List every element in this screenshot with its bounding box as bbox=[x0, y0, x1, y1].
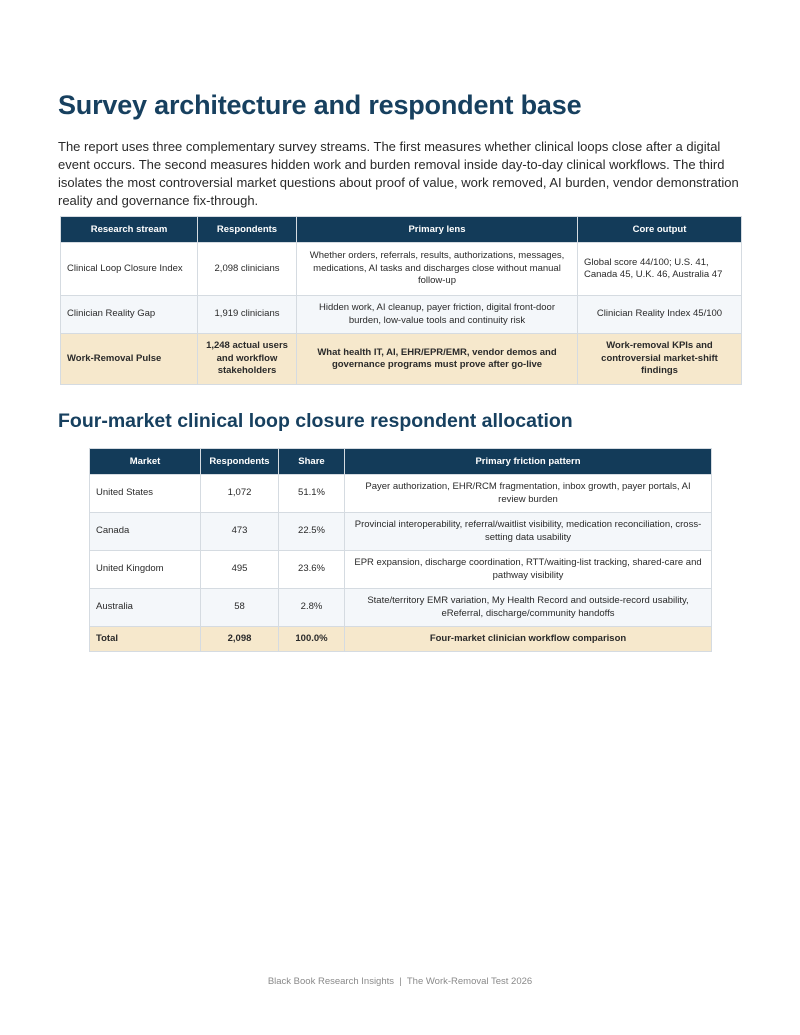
table-cell: Clinician Reality Gap bbox=[61, 296, 198, 334]
table-cell: United States bbox=[90, 475, 201, 513]
table-cell: Clinical Loop Closure Index bbox=[61, 243, 198, 296]
table-cell: 473 bbox=[201, 513, 279, 551]
table-cell: 1,248 actual users and workflow stakeholders bbox=[198, 334, 297, 385]
table-header-row bbox=[90, 449, 712, 475]
table-cell: Clinician Reality Index 45/100 bbox=[578, 296, 742, 334]
table-cell: Work-removal KPIs and controversial market-shift findings bbox=[578, 334, 742, 385]
table-cell: Four-market clinician workflow comparison bbox=[345, 627, 712, 652]
table-cell: What health IT, AI, EHR/EPR/EMR, vendor demos and governance programs must prove after go-live bbox=[297, 334, 578, 385]
table-cell: 2,098 bbox=[201, 627, 279, 652]
column-header: Market bbox=[90, 449, 201, 475]
table-cell: State/territory EMR variation, My Health Record and outside-record usability, eReferral, discharge/community handoffs bbox=[345, 589, 712, 627]
table-cell: Total bbox=[90, 627, 201, 652]
table-cell: Work-Removal Pulse bbox=[61, 334, 198, 385]
table-row bbox=[90, 475, 712, 513]
table-cell: 22.5% bbox=[279, 513, 345, 551]
table-cell: 23.6% bbox=[279, 551, 345, 589]
intro-paragraph: The report uses three complementary survey streams. The first measures whether clinical loops close after a digital event occurs. The second measures hidden work and burden removal inside day-to-day clinical workflows. The third isolates the most controversial market questions about proof of value, work removed, AI burden, vendor demonstration reality and governance fix-through. bbox=[58, 139, 739, 208]
table-cell: 2.8% bbox=[279, 589, 345, 627]
table-cell: 2,098 clinicians bbox=[198, 243, 297, 296]
column-header: Primary lens bbox=[297, 217, 578, 243]
table-cell: 495 bbox=[201, 551, 279, 589]
table-cell: Payer authorization, EHR/RCM fragmentation, inbox growth, payer portals, AI review burden bbox=[345, 475, 712, 513]
table-row bbox=[61, 296, 742, 334]
table-cell: Whether orders, referrals, results, authorizations, messages, medications, AI tasks and discharges close without manual follow-up bbox=[297, 243, 578, 296]
table-cell: Global score 44/100; U.S. 41, Canada 45, U.K. 46, Australia 47 bbox=[578, 243, 742, 296]
table-cell: 51.1% bbox=[279, 475, 345, 513]
table-row bbox=[90, 513, 712, 551]
table-cell: Provincial interoperability, referral/waitlist visibility, medication reconciliation, cross-setting data usability bbox=[345, 513, 712, 551]
table-total-row bbox=[90, 627, 712, 652]
table-cell: 1,919 clinicians bbox=[198, 296, 297, 334]
column-header: Share bbox=[279, 449, 345, 475]
research-streams-table bbox=[60, 216, 742, 385]
table-cell: Canada bbox=[90, 513, 201, 551]
page-title: Survey architecture and respondent base bbox=[58, 90, 582, 120]
table-cell: Australia bbox=[90, 589, 201, 627]
table-row-highlighted bbox=[61, 334, 742, 385]
table-cell: United Kingdom bbox=[90, 551, 201, 589]
table-cell: Hidden work, AI cleanup, payer friction, digital front-door burden, low-value tools and continuity risk bbox=[297, 296, 578, 334]
column-header: Research stream bbox=[61, 217, 198, 243]
column-header: Primary friction pattern bbox=[345, 449, 712, 475]
table-row bbox=[90, 589, 712, 627]
table-cell: 1,072 bbox=[201, 475, 279, 513]
table-cell: 100.0% bbox=[279, 627, 345, 652]
column-header: Respondents bbox=[198, 217, 297, 243]
column-header: Core output bbox=[578, 217, 742, 243]
table-row bbox=[61, 243, 742, 296]
column-header: Respondents bbox=[201, 449, 279, 475]
table-row bbox=[90, 551, 712, 589]
section-title: Four-market clinical loop closure respondent allocation bbox=[58, 410, 573, 432]
table-cell: EPR expansion, discharge coordination, RTT/waiting-list tracking, shared-care and pathway visibility bbox=[345, 551, 712, 589]
market-allocation-table bbox=[89, 448, 712, 652]
table-header-row bbox=[61, 217, 742, 243]
table-cell: 58 bbox=[201, 589, 279, 627]
page-footer: Black Book Research Insights | The Work-Removal Test 2026 bbox=[267, 976, 533, 987]
